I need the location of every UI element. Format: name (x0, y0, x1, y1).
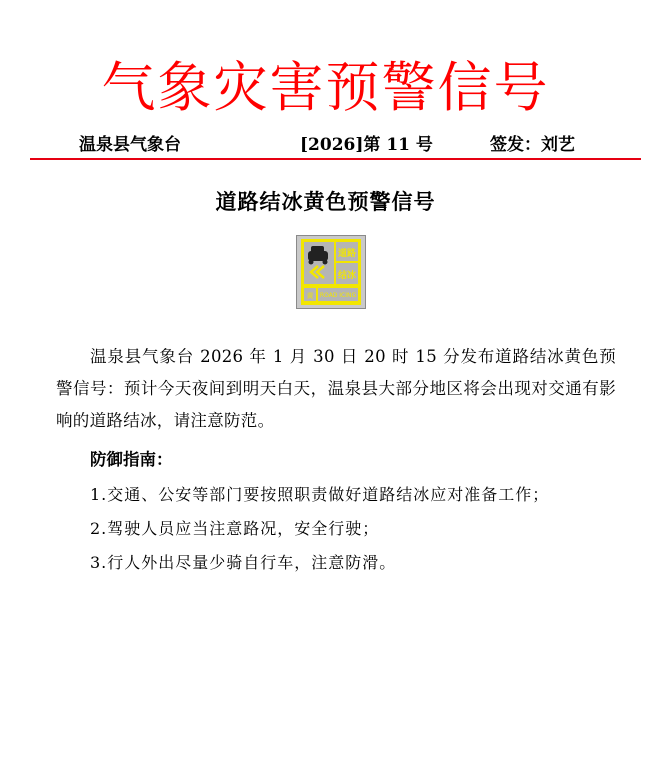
signer-label: 签发：刘艺 (490, 135, 575, 155)
road-icing-yellow-warning-icon (296, 235, 366, 309)
guidance-heading: 防御指南： (90, 450, 173, 469)
document-number: [2026]第 11 号 (300, 135, 433, 155)
svg-text:道路: 道路 (337, 249, 357, 259)
document-title: 道路结冰黄色预警信号 (215, 189, 436, 214)
document-meta-row (0, 130, 651, 154)
svg-text:黄: 黄 (306, 292, 314, 300)
svg-text:ROAD ICING: ROAD ICING (319, 292, 357, 299)
header-divider (30, 158, 641, 160)
warning-body-paragraph: 温泉县气象台 2026 年 1 月 30 日 20 时 15 分发布道路结冰黄色预警信号：预计今天夜间到明天白天，温泉县大部分地区将会出现对交通有影响的道路结冰，请注意防范。 (56, 347, 616, 430)
guidance-item: 2.驾驶人员应当注意路况，安全行驶； (90, 519, 380, 538)
svg-text:结冰: 结冰 (337, 271, 357, 281)
issuer-label: 温泉县气象台 (79, 135, 181, 155)
banner-title: 气象灾害预警信号 (101, 56, 550, 119)
guidance-item: 3.行人外出尽量少骑自行车，注意防滑。 (90, 553, 397, 572)
guidance-item: 1.交通、公安等部门要按照职责做好道路结冰应对准备工作； (90, 485, 550, 504)
